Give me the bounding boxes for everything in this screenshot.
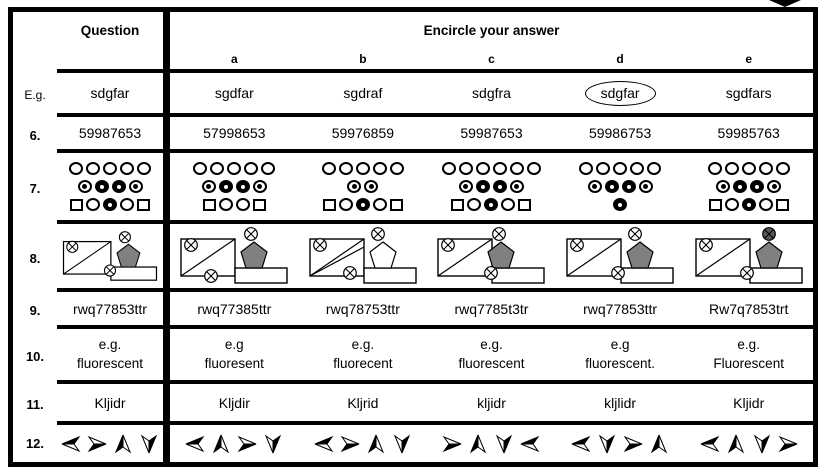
circle-outline-icon <box>227 162 241 175</box>
circle-outline-icon <box>759 198 773 211</box>
row-label-8: 8. <box>29 250 41 266</box>
row-label-9: 9. <box>29 303 41 318</box>
dot-pattern-row <box>69 161 151 177</box>
circle-outline-icon <box>322 162 336 175</box>
answer-10-a[interactable] <box>170 329 299 384</box>
dart-left-icon <box>60 434 82 454</box>
dot-pattern-row <box>579 161 661 177</box>
circle-outline-icon <box>527 162 541 175</box>
dart-left-icon <box>570 434 592 454</box>
circle-outline-icon <box>86 198 100 211</box>
question-11: Kljidr <box>57 384 163 425</box>
square-outline-icon <box>70 199 83 211</box>
answer-10-d-line1: e.g <box>610 337 630 353</box>
dart-up-icon <box>210 434 232 454</box>
answer-10-d[interactable] <box>556 329 685 384</box>
dart-up-icon <box>467 434 489 454</box>
dart-left-icon <box>519 434 541 454</box>
dot-pattern-row <box>459 179 524 195</box>
answer-eg-a[interactable]: sgdfar <box>170 73 299 117</box>
circle-outline-icon <box>103 162 117 175</box>
square-outline-icon <box>709 199 722 211</box>
question-9: rwq77853ttr <box>57 292 163 329</box>
circle-dot-icon <box>459 180 473 193</box>
circle-dot-icon <box>202 180 216 193</box>
black-disc-icon <box>493 180 507 193</box>
dart-left-icon <box>184 434 206 454</box>
circle-x-icon <box>762 228 775 241</box>
circle-outline-icon <box>725 198 739 211</box>
answer-10-c-line1: e.g. <box>480 337 503 353</box>
row-label-11: 11. <box>26 397 44 412</box>
row-label-6: 6. <box>29 127 41 143</box>
answer-eg-b[interactable]: sgdraf <box>299 73 428 117</box>
dart-up-icon <box>725 434 747 454</box>
answer-12-e[interactable] <box>684 425 813 462</box>
answer-10-a-line1: e.g <box>224 337 244 353</box>
circle-dot-icon <box>78 180 92 193</box>
clipped-down-arrow-decoration <box>769 0 801 7</box>
black-disc-icon <box>733 180 747 193</box>
circle-outline-icon <box>476 162 490 175</box>
choice-letter-e: e <box>745 52 753 66</box>
dot-pattern-row <box>193 161 275 177</box>
answer-8-c[interactable] <box>427 224 556 292</box>
square-outline-icon <box>390 199 403 211</box>
answer-11-e[interactable]: Kljidr <box>684 384 813 425</box>
answer-10-e-line1: e.g. <box>737 337 760 353</box>
black-disc-icon <box>95 180 109 193</box>
black-disc-icon <box>219 180 233 193</box>
answer-6-a[interactable]: 57998653 <box>170 117 299 153</box>
circle-dot-icon <box>510 180 524 193</box>
encircle-title: Encircle your answer <box>423 23 560 38</box>
choice-letter-c: c <box>488 52 495 66</box>
answer-eg-e[interactable]: sgdfars <box>684 73 813 117</box>
dot-pattern-row <box>613 197 627 213</box>
black-disc-icon <box>112 180 126 193</box>
dart-down-icon <box>391 434 413 454</box>
answer-9-b[interactable]: rwq78753ttr <box>299 292 428 329</box>
choice-letters-row <box>170 52 813 66</box>
answer-10-b-line1: e.g. <box>351 337 375 353</box>
answer-9-a[interactable]: rwq77385ttr <box>170 292 299 329</box>
question-12-darts <box>57 425 163 462</box>
answer-10-d-line2: fluorescent. <box>585 355 655 371</box>
circle-x-icon <box>119 231 130 242</box>
square-outline-icon <box>323 199 336 211</box>
circle-x-icon <box>612 267 625 280</box>
dot-pattern-row <box>70 197 150 213</box>
circle-dot-icon <box>129 180 143 193</box>
circle-x-icon <box>245 228 258 241</box>
dart-right-icon <box>86 434 108 454</box>
dart-down-icon <box>751 434 773 454</box>
circle-outline-icon <box>373 162 387 175</box>
square-outline-icon <box>776 199 789 211</box>
circle-x-icon <box>571 239 584 252</box>
dart-right-icon <box>622 434 644 454</box>
circle-dot-icon <box>253 180 267 193</box>
figure-composite <box>60 230 160 283</box>
circle-outline-icon <box>442 162 456 175</box>
answer-6-c[interactable]: 59987653 <box>427 117 556 153</box>
circle-x-icon <box>493 228 506 241</box>
dot-pattern-row <box>323 197 403 213</box>
circle-outline-icon <box>210 162 224 175</box>
circle-x-icon <box>104 265 115 276</box>
dart-right-icon <box>339 434 361 454</box>
dot-pattern-row <box>203 197 266 213</box>
circled-answer <box>585 81 656 106</box>
answer-9-c[interactable]: rwq7785t3tr <box>427 292 556 329</box>
black-disc-icon <box>605 180 619 193</box>
figure-composite <box>434 226 548 286</box>
dart-down-icon <box>262 434 284 454</box>
circle-outline-icon <box>261 162 275 175</box>
figure-composite <box>177 226 291 286</box>
square-outline-icon <box>137 199 150 211</box>
circle-x-icon <box>205 270 218 283</box>
figure-composite <box>692 226 806 286</box>
circle-outline-icon <box>596 162 610 175</box>
black-disc-icon <box>356 198 370 211</box>
answer-10-a-line2: fluoresent <box>204 355 264 371</box>
choice-letter-d: d <box>616 52 624 66</box>
circle-outline-icon <box>356 162 370 175</box>
circle-x-icon <box>699 239 712 252</box>
row-label-7: 7. <box>29 181 41 196</box>
circle-outline-icon <box>510 162 524 175</box>
dart-left-icon <box>313 434 335 454</box>
dart-left-icon <box>699 434 721 454</box>
figure-composite <box>563 226 677 286</box>
pentagon-icon <box>370 242 396 268</box>
answer-8-d[interactable] <box>556 224 685 292</box>
answer-12-b[interactable] <box>299 425 428 462</box>
circle-outline-icon <box>120 198 134 211</box>
answer-10-c-line2: fluorescent <box>458 355 525 371</box>
dart-up-icon <box>648 434 670 454</box>
question-10-line1: e.g. <box>98 337 122 353</box>
answer-11-c[interactable]: kljidr <box>427 384 556 425</box>
square-outline-icon <box>253 199 266 211</box>
dart-down-icon <box>596 434 618 454</box>
answer-sheet-table <box>8 7 818 467</box>
answer-10-e-line2: Fluorescent <box>713 355 784 371</box>
dart-right-icon <box>236 434 258 454</box>
answer-9-e[interactable]: Rw7q7853trt <box>684 292 813 329</box>
circle-outline-icon <box>776 162 790 175</box>
question-answer-divider <box>163 12 170 462</box>
circle-outline-icon <box>725 162 739 175</box>
encircle-header <box>170 12 813 73</box>
question-8-figure <box>57 224 163 292</box>
answer-10-b[interactable] <box>299 329 428 384</box>
answer-7-d[interactable] <box>556 153 685 224</box>
circle-outline-icon <box>613 162 627 175</box>
pentagon-icon <box>627 242 653 268</box>
circle-outline-icon <box>120 162 134 175</box>
circle-dot-icon <box>364 180 378 193</box>
black-disc-icon <box>103 198 117 211</box>
circle-outline-icon <box>742 162 756 175</box>
circle-dot-icon <box>767 180 781 193</box>
black-disc-icon <box>622 180 636 193</box>
circle-outline-icon <box>459 162 473 175</box>
answer-10-b-line2: fluorecent <box>333 355 393 371</box>
dot-pattern-row <box>322 161 404 177</box>
figure-composite <box>306 226 420 286</box>
question-10 <box>57 329 163 384</box>
dart-right-icon <box>777 434 799 454</box>
circle-outline-icon <box>244 162 258 175</box>
dart-down-icon <box>138 434 160 454</box>
circle-x-icon <box>442 239 455 252</box>
row-label-12: 12. <box>25 436 45 451</box>
circle-x-icon <box>344 267 357 280</box>
circle-outline-icon <box>193 162 207 175</box>
circle-outline-icon <box>339 162 353 175</box>
circle-outline-icon <box>708 162 722 175</box>
answer-10-c[interactable] <box>427 329 556 384</box>
answer-12-a[interactable] <box>170 425 299 462</box>
black-disc-icon <box>476 180 490 193</box>
answer-11-a[interactable]: Kljdir <box>170 384 299 425</box>
answer-8-b[interactable] <box>299 224 428 292</box>
question-6: 59987653 <box>57 117 163 153</box>
circle-outline-icon <box>493 162 507 175</box>
black-disc-icon <box>750 180 764 193</box>
circle-outline-icon <box>373 198 387 211</box>
dot-pattern-row <box>442 161 541 177</box>
dot-pattern-row <box>709 197 789 213</box>
circle-outline-icon <box>630 162 644 175</box>
pentagon-icon <box>756 242 782 268</box>
answer-11-d[interactable]: kljlidr <box>556 384 685 425</box>
circle-outline-icon <box>339 198 353 211</box>
circle-dot-icon <box>588 180 602 193</box>
circle-outline-icon <box>390 162 404 175</box>
circle-dot-icon <box>639 180 653 193</box>
square-outline-icon <box>203 199 216 211</box>
answer-7-a[interactable] <box>170 153 299 224</box>
answer-7-c[interactable] <box>427 153 556 224</box>
circle-outline-icon <box>647 162 661 175</box>
dot-pattern-row <box>716 179 781 195</box>
answer-8-e[interactable] <box>684 224 813 292</box>
circle-outline-icon <box>219 198 233 211</box>
question-column-header: Question <box>57 12 163 73</box>
question-7-dot-pattern <box>57 153 163 224</box>
circle-outline-icon <box>467 198 481 211</box>
answer-12-c[interactable] <box>427 425 556 462</box>
dart-right-icon <box>441 434 463 454</box>
header-label-spacer <box>13 12 57 73</box>
circle-outline-icon <box>69 162 83 175</box>
black-disc-icon <box>742 198 756 211</box>
answer-12-d[interactable] <box>556 425 685 462</box>
dot-pattern-row <box>708 161 790 177</box>
circle-outline-icon <box>759 162 773 175</box>
black-disc-icon <box>236 180 250 193</box>
row-label-eg: E.g. <box>24 88 46 102</box>
circle-dot-icon <box>716 180 730 193</box>
pentagon-icon <box>117 244 140 267</box>
circle-x-icon <box>67 241 78 252</box>
dart-down-icon <box>493 434 515 454</box>
dart-up-icon <box>112 434 134 454</box>
answer-eg-c[interactable]: sdgfra <box>427 73 556 117</box>
row-label-10: 10. <box>25 349 45 364</box>
circle-x-icon <box>629 228 642 241</box>
circled-answer-text: sdgfar <box>600 84 640 101</box>
dot-pattern-row <box>78 179 143 195</box>
circle-outline-icon <box>86 162 100 175</box>
question-10-line2: fluorescent <box>76 355 144 371</box>
answer-7-e[interactable] <box>684 153 813 224</box>
answer-8-a[interactable] <box>170 224 299 292</box>
dot-pattern-row <box>347 179 378 195</box>
answer-6-b[interactable]: 59976859 <box>299 117 428 153</box>
circle-outline-icon <box>236 198 250 211</box>
black-disc-icon <box>484 198 498 211</box>
circle-x-icon <box>185 239 198 252</box>
circle-outline-icon <box>137 162 151 175</box>
answer-6-d[interactable]: 59986753 <box>556 117 685 153</box>
circle-dot-icon <box>347 180 361 193</box>
dot-pattern-row <box>451 197 531 213</box>
question-eg: sdgfar <box>57 73 163 117</box>
choice-letter-a: a <box>230 52 238 66</box>
circle-x-icon <box>314 239 327 252</box>
black-disc-icon <box>613 198 627 211</box>
square-outline-icon <box>451 199 464 211</box>
pentagon-icon <box>241 242 267 268</box>
answer-10-e[interactable] <box>684 329 813 384</box>
dot-pattern-row <box>588 179 653 195</box>
circle-x-icon <box>372 228 385 241</box>
circle-outline-icon <box>501 198 515 211</box>
circle-outline-icon <box>579 162 593 175</box>
dart-up-icon <box>365 434 387 454</box>
circle-x-icon <box>485 267 498 280</box>
answer-9-d[interactable]: rwq77853ttr <box>556 292 685 329</box>
dot-pattern-row <box>202 179 267 195</box>
answer-7-b[interactable] <box>299 153 428 224</box>
answer-11-b[interactable]: Kljrid <box>299 384 428 425</box>
answer-6-e[interactable]: 59985763 <box>684 117 813 153</box>
circle-x-icon <box>740 267 753 280</box>
answer-eg-d[interactable] <box>556 73 685 117</box>
square-outline-icon <box>518 199 531 211</box>
choice-letter-b: b <box>359 52 367 66</box>
table-grid <box>13 12 813 462</box>
